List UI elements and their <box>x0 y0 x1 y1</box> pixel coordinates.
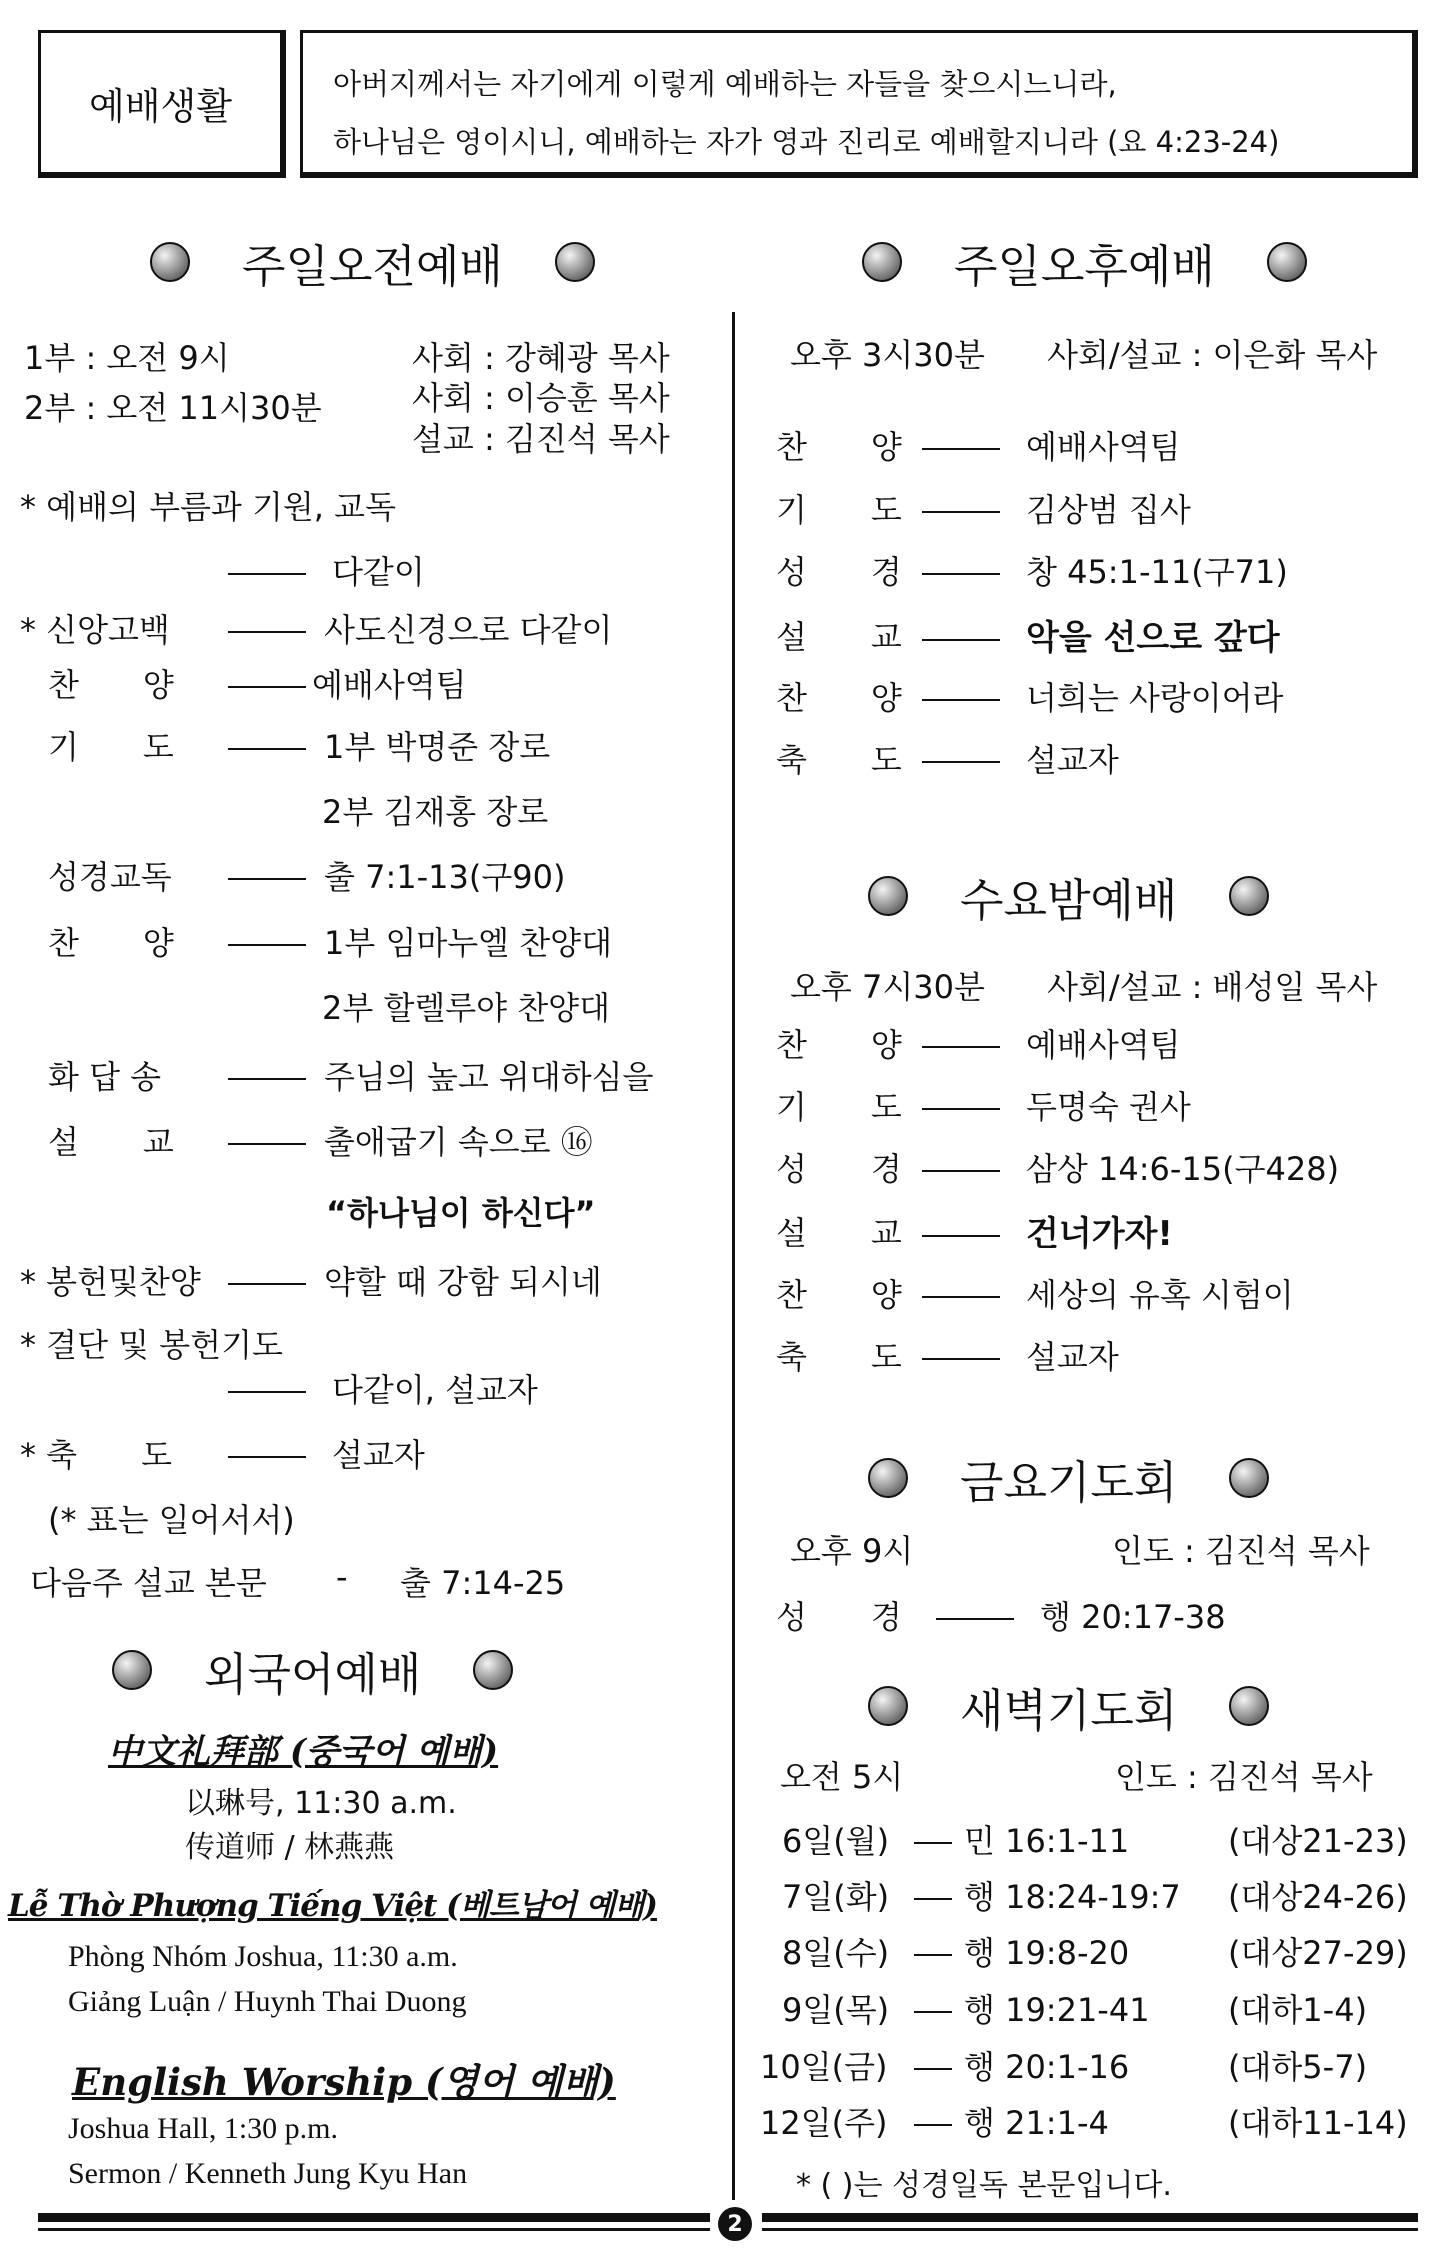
afternoon-time: 오후 3시30분 <box>790 336 985 374</box>
english-worship-line2: Sermon / Kenneth Jung Kyu Han <box>68 2157 468 2190</box>
next-week-text: 출 7:14-25 <box>400 1564 566 1602</box>
preacher: 설교 : 김진석 목사 <box>412 420 670 458</box>
dash-line <box>922 699 1000 701</box>
dash-line <box>922 1235 1000 1237</box>
bullet-ball-icon <box>1229 1458 1269 1498</box>
dawn-title: 새벽기도회 <box>960 1683 1178 1737</box>
order-label: 설 교 <box>48 1123 174 1161</box>
bullet-ball-icon <box>1267 242 1307 282</box>
dawn-header <box>868 1676 1269 1736</box>
dash-line <box>228 686 306 688</box>
next-week-label: 다음주 설교 본문 <box>30 1564 267 1602</box>
order-row <box>922 1206 1173 1255</box>
order-row <box>228 1117 593 1163</box>
standing-note: (* 표는 일어서서) <box>48 1501 295 1539</box>
order-label: 축 도 <box>776 741 902 779</box>
dash-line <box>228 631 306 633</box>
dawn-reading: (대상21-23) <box>1228 1822 1408 1860</box>
vietnamese-worship-line1: Phòng Nhóm Joshua, 11:30 a.m. <box>68 1940 458 1973</box>
wednesday-header <box>868 866 1269 926</box>
vietnamese-worship-line2: Giảng Luận / Huynh Thai Duong <box>68 1985 467 2018</box>
order-row <box>922 1332 1119 1378</box>
order-row <box>228 1365 538 1411</box>
order-label: 성 경 <box>776 553 902 591</box>
order-value: 두명숙 권사 <box>1026 1088 1191 1126</box>
dawn-day: 7일(화) <box>782 1878 890 1916</box>
dawn-leader: 인도 : 김진석 목사 <box>1115 1758 1373 1796</box>
chinese-worship-title: 中文礼拜部 (중국어 예배) <box>108 1732 499 1772</box>
order-row <box>936 1592 1226 1638</box>
order-value: 다같이 <box>332 553 425 591</box>
page-number: 2 <box>718 2207 752 2241</box>
service-1-time: 1부 : 오전 9시 <box>24 339 230 377</box>
wednesday-host: 사회/설교 : 배성일 목사 <box>1047 968 1378 1006</box>
order-row <box>922 1020 1181 1066</box>
order-row <box>922 1082 1191 1128</box>
order-value: 예배사역팀 <box>1026 428 1181 466</box>
dawn-row <box>914 1985 1150 2031</box>
order-label: 축 도 <box>776 1338 902 1376</box>
dash-line <box>228 1391 306 1393</box>
bullet-ball-icon <box>868 1458 908 1498</box>
sunday-afternoon-title: 주일오후예배 <box>954 239 1215 293</box>
order-label: * 신앙고백 <box>20 611 170 649</box>
order-value: 사도신경으로 다같이 <box>324 611 613 649</box>
order-value: 다같이, 설교자 <box>332 1371 538 1409</box>
wednesday-sermon-title: 건너가자! <box>1026 1214 1173 1254</box>
footer-rule-left <box>38 2213 710 2222</box>
order-value: 출 7:1-13(구90) <box>324 858 566 896</box>
sunday-morning-header <box>150 232 595 292</box>
dash-line <box>922 1296 1000 1298</box>
order-value: 2부 할렐루야 찬양대 <box>322 989 610 1027</box>
dash-line <box>922 1170 1000 1172</box>
dawn-reading: (대하11-14) <box>1228 2104 1408 2142</box>
order-value: 예배사역팀 <box>1026 1026 1181 1064</box>
order-label: 찬 양 <box>776 1276 902 1314</box>
order-row <box>922 485 1191 531</box>
host-2: 사회 : 이승훈 목사 <box>412 379 670 417</box>
order-label: 성경교독 <box>48 858 172 896</box>
order-label: 찬 양 <box>776 428 902 466</box>
order-row <box>228 547 425 593</box>
dash-line <box>228 1143 306 1145</box>
sunday-morning-title: 주일오전예배 <box>242 239 503 293</box>
dash-line <box>922 1046 1000 1048</box>
bullet-ball-icon <box>862 242 902 282</box>
english-worship-title: English Worship (영어 예배) <box>72 2060 616 2104</box>
bullet-ball-icon <box>473 1650 513 1690</box>
dash-line <box>914 1954 952 1956</box>
dawn-text: 민 16:1-11 <box>964 1822 1130 1860</box>
order-row <box>228 722 550 768</box>
order-label: 화 답 송 <box>48 1058 162 1096</box>
section-label <box>38 30 286 178</box>
dawn-reading: (대하5-7) <box>1228 2048 1368 2086</box>
friday-scripture: 행 20:17-38 <box>1040 1598 1226 1636</box>
order-row <box>228 605 612 651</box>
order-row <box>922 1144 1339 1190</box>
vietnamese-worship-title: Lễ Thờ Phượng Tiếng Việt (베트남어 예배) <box>8 1888 657 1924</box>
footer-rule-left-thin <box>38 2228 710 2231</box>
host-1: 사회 : 강혜광 목사 <box>412 339 670 377</box>
friday-time: 오후 9시 <box>790 1532 914 1570</box>
order-label: 성 경 <box>776 1598 902 1636</box>
dash-line <box>914 2011 952 2013</box>
order-value: 설교자 <box>1026 1338 1119 1376</box>
dash-line <box>914 1898 952 1900</box>
order-value: 삼상 14:6-15(구428) <box>1026 1150 1340 1188</box>
dawn-text: 행 18:24-19:7 <box>964 1878 1181 1916</box>
order-row <box>228 1052 653 1098</box>
dash-line <box>228 878 306 880</box>
bullet-ball-icon <box>112 1650 152 1690</box>
dash-line <box>228 944 306 946</box>
dash-line <box>228 1283 306 1285</box>
order-value: 주님의 높고 위대하심을 <box>324 1058 654 1096</box>
order-row <box>228 1430 425 1476</box>
order-row <box>922 673 1283 719</box>
dash-line <box>922 761 1000 763</box>
dawn-day: 9일(목) <box>782 1991 890 2029</box>
afternoon-sermon-title: 악을 선으로 갚다 <box>1026 618 1280 658</box>
dash-line <box>922 639 1000 641</box>
friday-leader: 인도 : 김진석 목사 <box>1112 1532 1370 1570</box>
dash-line <box>914 1842 952 1844</box>
dawn-day: 6일(월) <box>782 1822 890 1860</box>
bullet-ball-icon <box>1229 876 1269 916</box>
bullet-ball-icon <box>555 242 595 282</box>
verse-line-1: 아버지께서는 자기에게 이렇게 예배하는 자들을 찾으시느니라, <box>333 67 1117 101</box>
dawn-text: 행 19:21-41 <box>964 1991 1150 2029</box>
order-label: 찬 양 <box>776 679 902 717</box>
sunday-afternoon-header <box>862 232 1307 292</box>
foreign-header <box>112 1640 513 1700</box>
english-worship-line1: Joshua Hall, 1:30 p.m. <box>68 2112 338 2145</box>
order-label: 찬 양 <box>48 924 174 962</box>
dawn-row <box>914 2098 1109 2144</box>
order-label: * 봉헌및찬양 <box>20 1263 201 1301</box>
column-divider <box>732 312 735 2200</box>
dawn-text: 행 20:1-16 <box>964 2048 1130 2086</box>
dawn-time: 오전 5시 <box>780 1758 904 1796</box>
dash-line <box>922 511 1000 513</box>
order-row <box>228 1257 602 1303</box>
order-row <box>228 918 612 964</box>
dawn-reading: (대상24-26) <box>1228 1878 1408 1916</box>
order-label: 찬 양 <box>776 1026 902 1064</box>
dawn-reading: (대하1-4) <box>1228 1991 1368 2029</box>
order-value: 출애굽기 속으로 ⑯ <box>324 1123 593 1161</box>
order-value: 설교자 <box>332 1436 425 1474</box>
order-value: 설교자 <box>1026 741 1119 779</box>
dash-line <box>228 748 306 750</box>
order-label: 설 교 <box>776 618 902 656</box>
dash-line <box>914 2068 952 2070</box>
order-label: 성 경 <box>776 1150 902 1188</box>
order-row <box>922 422 1181 468</box>
order-label: 기 도 <box>776 491 902 529</box>
order-label: 기 도 <box>48 728 174 766</box>
order-value: 창 45:1-11(구71) <box>1026 553 1288 591</box>
order-label: * 예배의 부름과 기원, 교독 <box>20 488 396 526</box>
dawn-row <box>914 1816 1129 1862</box>
wednesday-time: 오후 7시30분 <box>790 968 985 1006</box>
order-value: 김상범 집사 <box>1026 491 1191 529</box>
order-row <box>922 735 1119 781</box>
dawn-day: 12일(주) <box>760 2104 888 2142</box>
dash-line <box>922 573 1000 575</box>
order-label: * 축 도 <box>20 1436 172 1474</box>
order-value: 약할 때 강함 되시네 <box>324 1263 602 1301</box>
dawn-row <box>914 1928 1129 1974</box>
friday-title: 금요기도회 <box>960 1455 1178 1509</box>
dawn-row <box>914 1872 1181 1918</box>
footer-rule-right <box>762 2213 1418 2222</box>
dawn-day: 10일(금) <box>760 2048 888 2086</box>
order-label: 기 도 <box>776 1088 902 1126</box>
dash-line <box>922 448 1000 450</box>
bullet-ball-icon <box>1229 1686 1269 1726</box>
order-value: 1부 박명준 장로 <box>324 728 551 766</box>
chinese-worship-line1: 以琳号, 11:30 a.m. <box>185 1786 457 1821</box>
dawn-text: 행 21:1-4 <box>964 2104 1109 2142</box>
order-row <box>922 547 1288 593</box>
dash-line <box>228 1078 306 1080</box>
order-row <box>228 660 467 706</box>
order-value: 세상의 유혹 시험이 <box>1026 1276 1294 1314</box>
verse-line-2: 하나님은 영이시니, 예배하는 자가 영과 진리로 예배할지니라 (요 4:23-24) <box>333 125 1280 159</box>
dawn-row <box>914 2042 1129 2088</box>
order-row <box>922 1270 1294 1316</box>
sermon-title: “하나님이 하신다” <box>326 1194 596 1232</box>
dash-line <box>228 573 306 575</box>
order-row <box>922 610 1280 659</box>
dawn-reading-note: * ( )는 성경일독 본문입니다. <box>796 2168 1172 2203</box>
afternoon-host: 사회/설교 : 이은화 목사 <box>1047 336 1378 374</box>
dawn-day: 8일(수) <box>782 1934 890 1972</box>
section-label-text: 예배생활 <box>89 84 232 128</box>
dash-line <box>914 2124 952 2126</box>
order-label: 찬 양 <box>48 666 174 704</box>
dawn-reading: (대상27-29) <box>1228 1934 1408 1972</box>
footer-rule-right-thin <box>762 2228 1418 2231</box>
bullet-ball-icon <box>150 242 190 282</box>
dash-line <box>922 1108 1000 1110</box>
dash-line <box>922 1358 1000 1360</box>
order-value: 2부 김재홍 장로 <box>322 793 549 831</box>
friday-header <box>868 1448 1269 1508</box>
order-value: 1부 임마누엘 찬양대 <box>324 924 612 962</box>
order-row <box>228 852 565 898</box>
wednesday-title: 수요밤예배 <box>960 873 1178 927</box>
order-value: 너희는 사랑이어라 <box>1026 679 1284 717</box>
order-value: 예배사역팀 <box>312 666 467 704</box>
chinese-worship-line2: 传道师 / 林燕燕 <box>185 1830 395 1865</box>
service-2-time: 2부 : 오전 11시30분 <box>24 389 322 427</box>
foreign-title: 외국어예배 <box>204 1647 422 1701</box>
dawn-text: 행 19:8-20 <box>964 1934 1130 1972</box>
order-label: * 결단 및 봉헌기도 <box>20 1326 283 1364</box>
dash-line <box>936 1618 1014 1620</box>
next-week-sep: - <box>336 1558 348 1596</box>
scripture-verse-box <box>300 30 1418 178</box>
order-label: 설 교 <box>776 1214 902 1252</box>
bullet-ball-icon <box>868 1686 908 1726</box>
dash-line <box>228 1456 306 1458</box>
bullet-ball-icon <box>868 876 908 916</box>
